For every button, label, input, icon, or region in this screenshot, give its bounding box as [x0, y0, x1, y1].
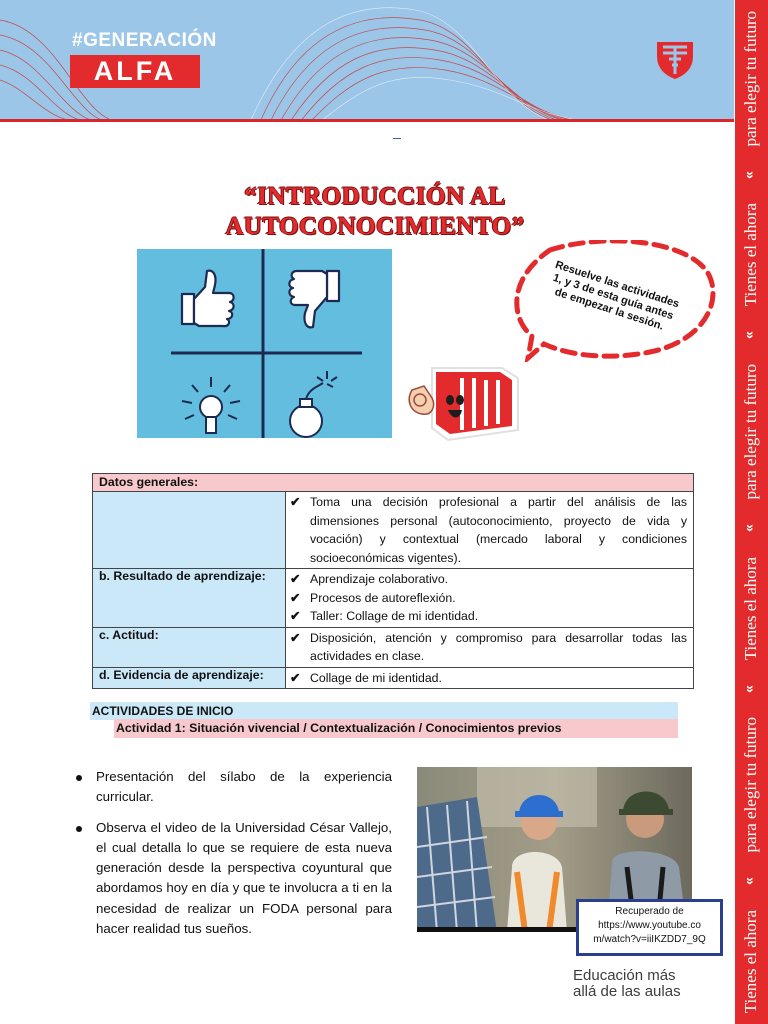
thumbs-up-icon — [182, 271, 234, 326]
table-row — [93, 667, 694, 689]
check-icon: ✔ — [290, 630, 301, 645]
list-item — [76, 767, 392, 808]
side-slogan-segment: Tienes el ahora — [741, 203, 760, 307]
title-line-1: “INTRODUCCIÓN AL — [244, 183, 506, 210]
side-slogan-segment: para elegir tu futuro — [741, 363, 760, 500]
slogan-line-2: allá de las aulas — [573, 983, 681, 1000]
brand-name: ALFA — [70, 55, 200, 88]
row-label: c. Actitud: — [93, 627, 286, 667]
row-item: Procesos de autoreflexión. — [310, 590, 456, 605]
mascot-illustration — [402, 350, 522, 450]
title-line-2: AUTOCONOCIMIENTO” — [225, 213, 525, 240]
bullet-list — [76, 767, 392, 949]
chevron-icon: » — [742, 331, 759, 340]
bullet-dot-icon — [76, 767, 96, 808]
row-value — [286, 667, 694, 689]
datos-generales-heading: Datos generales: — [93, 474, 694, 492]
section-heading-actividades: ACTIVIDADES DE INICIO — [90, 702, 678, 720]
side-slogan-segment: Tienes el ahora — [741, 909, 760, 1014]
chevron-icon: » — [742, 524, 759, 532]
table-row — [93, 627, 694, 667]
datos-generales-table — [92, 473, 694, 689]
table-row — [93, 569, 694, 628]
lightbulb-icon — [182, 377, 240, 433]
list-item — [76, 818, 392, 940]
caption-line-2: https://www.youtube.co — [598, 920, 701, 931]
chevron-icon: » — [742, 170, 759, 179]
row-label — [93, 492, 286, 569]
activity-1-heading: Actividad 1: Situación vivencial / Contextualización / Conocimientos previos — [114, 719, 678, 738]
row-label: b. Resultado de aprendizaje: — [93, 569, 286, 628]
speech-bubble-text: Resuelve las actividades 1, y 3 de esta guía antes de empezar la sesión. — [551, 258, 681, 333]
row-item: Collage de mi identidad. — [310, 670, 442, 685]
check-icon: ✔ — [290, 572, 301, 586]
page-title — [150, 182, 600, 242]
university-logo-icon — [655, 40, 695, 80]
row-label: d. Evidencia de aprendizaje: — [93, 667, 286, 689]
row-item: Aprendizaje colaborativo. — [310, 572, 449, 586]
list-item-text: Presentación del sílabo de la experiencia curricular. — [96, 769, 392, 805]
check-icon: ✔ — [290, 590, 301, 605]
foda-illustration — [137, 249, 392, 438]
row-value — [286, 492, 694, 569]
list-item-text: Observa el video de la Universidad César Vallejo, el cual detalla lo que se requiere de esta nueva generación desde la perspectiva coyuntural que abordamos hoy en día y que te involucra a ti en la necesidad de realizar un FODA personal para hacer realidad tus sueños. — [96, 819, 392, 937]
check-icon: ✔ — [290, 495, 301, 509]
row-value — [286, 569, 694, 628]
caption-line-1: Recuperado de — [615, 906, 684, 917]
thumbs-down-icon — [289, 271, 339, 327]
side-slogan-segment: para elegir tu futuro — [741, 717, 760, 853]
row-value — [286, 627, 694, 667]
side-slogan-strip — [735, 0, 768, 1024]
brand-hashtag: #GENERACIÓN — [72, 30, 217, 51]
caption-line-3: m/watch?v=iiIKZDD7_9Q — [593, 934, 706, 945]
chevron-icon: » — [742, 684, 759, 693]
row-item: Toma una decisión profesional a partir del análisis de las dimensiones personal (autoconocimiento, proyecto de vida y vocación) y contextual (mercado laboral y condiciones socioeconómicas vigentes). — [310, 495, 687, 565]
table-row — [93, 492, 694, 569]
dash-mark — [393, 138, 401, 139]
bullet-dot-icon — [76, 818, 96, 940]
chevron-icon: » — [742, 877, 759, 886]
video-source-caption — [576, 899, 723, 956]
footer-slogan — [573, 968, 713, 1000]
slogan-line-1: Educación más — [573, 967, 676, 984]
check-icon: ✔ — [290, 670, 301, 685]
check-icon: ✔ — [290, 609, 301, 623]
side-slogan-segment: para elegir tu futuro — [741, 10, 760, 147]
row-item: Disposición, atención y compromiso para desarrollar todas las actividades en clase. — [310, 630, 687, 663]
bomb-icon — [290, 371, 337, 437]
header-banner — [0, 0, 734, 122]
row-item: Taller: Collage de mi identidad. — [310, 609, 479, 623]
side-slogan-segment: Tienes el ahora — [741, 556, 760, 660]
